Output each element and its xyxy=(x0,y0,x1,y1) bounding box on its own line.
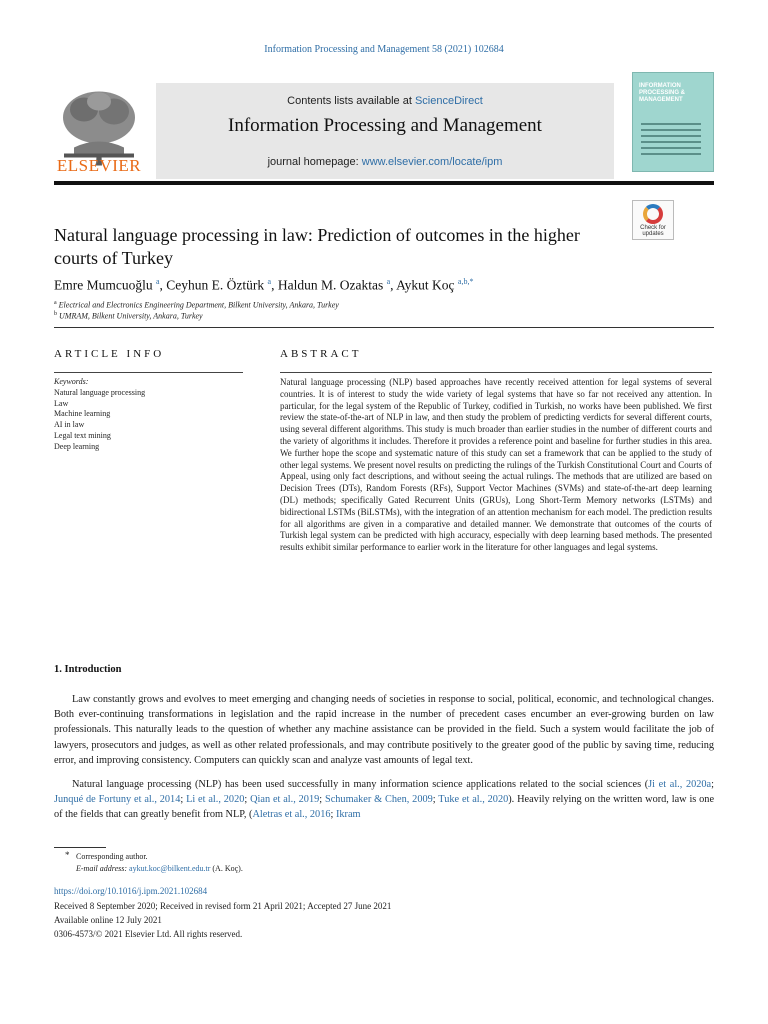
publisher-wordmark: ELSEVIER xyxy=(56,156,142,175)
copyright-line: 0306-4573/© 2021 Elsevier Ltd. All rights reserved. xyxy=(54,929,243,939)
received-dates: Received 8 September 2020; Received in revised form 21 April 2021; Accepted 27 June 2021 xyxy=(54,901,392,911)
citation-link[interactable]: Ji et al., 2020a xyxy=(648,779,712,790)
citation-link[interactable]: Tuke et al., 2020 xyxy=(438,794,509,806)
available-online: Available online 12 July 2021 xyxy=(54,915,162,925)
author-name[interactable]: Haldun M. Ozaktas xyxy=(277,277,384,293)
footnote-rule xyxy=(54,847,106,848)
check-for-updates-button[interactable] xyxy=(632,200,674,240)
citation-link[interactable]: Li et al., 2020 xyxy=(186,794,245,806)
cover-decoration xyxy=(641,123,701,159)
body-paragraph: Natural language processing (NLP) has been used successfully in many information science applications related to the social sciences (Ji et al., 2020a; Junqué de Fortuny et al., 2014; Li et al., 2020; Qian et al., 2019; Schumaker & Chen, 2009; Tuke et al., 2020). Heavily relying on the written word, law is one of the fields that can greatly benefit from NLP, (Aletras et al., 2016; Ikram xyxy=(54,779,715,821)
contents-line xyxy=(156,95,614,107)
email-link[interactable]: aykut.koc@bilkent.edu.tr xyxy=(129,864,211,873)
abstract-text: Natural language processing (NLP) based approaches have recently received attention for legal systems of several countries. It is of interest to study the wide variety of legal systems that have so far not received any attention. In particular, for the legal system of the Republic of Turkey, codified in Turkish, no works have been published. We first review the state-of-the-art of NLP in law, and then study the problem of predicting verdicts for several different courts, using several different algorithms. This study is much broader than earlier studies in the number of different courts and the variety of algorithms it includes. Therefore it provides a reference point and baseline for further studies in this area. We further hope the scope and systematic nature of this study can set a framework that can be applied to the study of other legal systems. We present novel results on predicting the rulings of the Turkish Constitutional Court and Courts of Appeal, using only fact descriptions, and without seeing the actual rulings. The methods that are utilized are based on Decision Trees (DTs), Random Forests (RFs), Support Vector Machines (SVMs) and state-of-the-art deep learning (DL) methods; specifically Gated Recurrent Units (GRUs), Long Short-Term Memory networks (LSTMs) and bidirectional LSTMs (BiLSTMs), with the integration of an attention mechanism for each model. The prediction results for all algorithms are given in a comparative and detailed manner. We demonstrate that outcomes of the courts of Turkish legal system can be predicted with high accuracy, especially with deep learning based methods. The presented results exhibit similar performance to earlier work in the literature for other languages and legal systems. xyxy=(280,377,712,553)
cover-title: INFORMATION PROCESSING & MANAGEMENT xyxy=(639,83,686,103)
affiliation xyxy=(54,300,714,310)
sciencedirect-link[interactable]: ScienceDirect xyxy=(414,95,483,107)
affiliation-text: UMRAM, Bilkent University, Ankara, Turkey xyxy=(59,311,203,321)
keywords-label: Keywords: xyxy=(54,377,89,386)
abstract-heading: ABSTRACT xyxy=(280,348,362,360)
author-affiliation-marker[interactable]: a xyxy=(386,277,391,286)
keywords-block xyxy=(54,377,243,453)
email-suffix: (A. Koç). xyxy=(212,864,243,873)
crossmark-icon xyxy=(643,204,663,224)
running-head[interactable]: Information Processing and Management 58 (2021) 102684 xyxy=(264,44,504,55)
article-title: Natural language processing in law: Prediction of outcomes in the higher courts of Turkey xyxy=(54,225,580,268)
affiliation xyxy=(54,311,714,321)
header-rule xyxy=(54,181,714,185)
author-name[interactable]: Ceyhun E. Öztürk xyxy=(166,277,265,293)
citation-link[interactable]: Aletras et al., 2016 xyxy=(252,809,331,821)
author-affiliation-marker[interactable]: a xyxy=(155,277,160,286)
affiliation-marker: a xyxy=(54,300,57,306)
author-affiliation-marker[interactable]: a,b,* xyxy=(457,277,474,286)
keyword: Deep learning xyxy=(54,441,100,451)
masthead xyxy=(54,70,714,188)
keyword: Law xyxy=(54,398,69,408)
paragraph-text: Natural language processing (NLP) has been used successfully in many information science applications related to the social sciences ( xyxy=(72,779,649,790)
contents-prefix: Contents lists available at xyxy=(287,95,415,107)
journal-banner xyxy=(156,83,614,179)
citation-link[interactable]: Qian et al., 2019 xyxy=(250,794,320,806)
author-list: Emre Mumcuoğlu $^a$, Ceyhun E. Öztürk $^a$, Haldun M. Ozaktas $^a$, Aykut Koç $^{a,b,*}$ xyxy=(54,277,474,293)
citation-link[interactable]: Schumaker & Chen, 2009 xyxy=(324,794,433,806)
email-label: E-mail address: xyxy=(76,864,128,873)
author-name[interactable]: Emre Mumcuoğlu xyxy=(54,277,153,293)
keyword: Machine learning xyxy=(54,409,111,419)
homepage-line xyxy=(156,156,614,168)
homepage-prefix: journal homepage: xyxy=(267,156,362,168)
doi-link[interactable]: https://doi.org/10.1016/j.ipm.2021.102684 xyxy=(54,886,208,896)
journal-name: Information Processing and Management xyxy=(228,115,542,136)
footnote-text: Corresponding author. xyxy=(76,852,148,861)
footnote-corresponding xyxy=(54,852,714,861)
affiliation-text: Electrical and Electronics Engineering Department, Bilkent University, Ankara, Turkey xyxy=(58,300,339,310)
section-divider xyxy=(54,327,714,328)
check-updates-label: Check for updates xyxy=(640,225,666,237)
citation-link[interactable]: Junqué de Fortuny et al., 2014 xyxy=(54,794,181,806)
paragraph-text: Law constantly grows and evolves to meet emerging and changing needs of societies in response to social, political, economic, and technological changes. Both ever-continuing transformations in legislation and the rapid increase in the number of precedent cases encumber an ever-growing burden on law professionals. This naturally leads to the question of whether any machine assistance can be provided in the field. Such a system would facilitate the job of lawyers, prosecutors and judges, as well as other related professionals, and may contribute positively to the greater good of the public by saving time, reducing error, and improving consistency. Computers can quickly scan and analyze vast amounts of legal text. xyxy=(54,694,714,766)
affiliation-marker: b xyxy=(54,311,57,317)
footnote-marker: * xyxy=(65,850,70,860)
journal-homepage-link[interactable]: www.elsevier.com/locate/ipm xyxy=(361,156,503,168)
author-name[interactable]: Aykut Koç xyxy=(396,277,455,293)
keyword: Natural language processing xyxy=(54,387,146,397)
author-affiliation-marker[interactable]: a xyxy=(267,277,272,286)
article-info-heading: ARTICLE INFO xyxy=(54,348,165,360)
body-paragraph xyxy=(54,692,714,768)
journal-cover-thumbnail[interactable] xyxy=(632,72,714,172)
article-info-rule xyxy=(54,372,243,373)
footnote-email xyxy=(54,864,714,873)
introduction-heading: 1. Introduction xyxy=(54,664,122,675)
keyword: AI in law xyxy=(54,420,85,430)
citation-link[interactable]: Ikram xyxy=(335,809,361,821)
keyword: Legal text mining xyxy=(54,430,111,440)
abstract-rule xyxy=(280,372,712,373)
paragraph-text: ). Heavily relying on the written word, law is one of the fields that can greatly benefit from NLP, ( xyxy=(54,794,715,821)
